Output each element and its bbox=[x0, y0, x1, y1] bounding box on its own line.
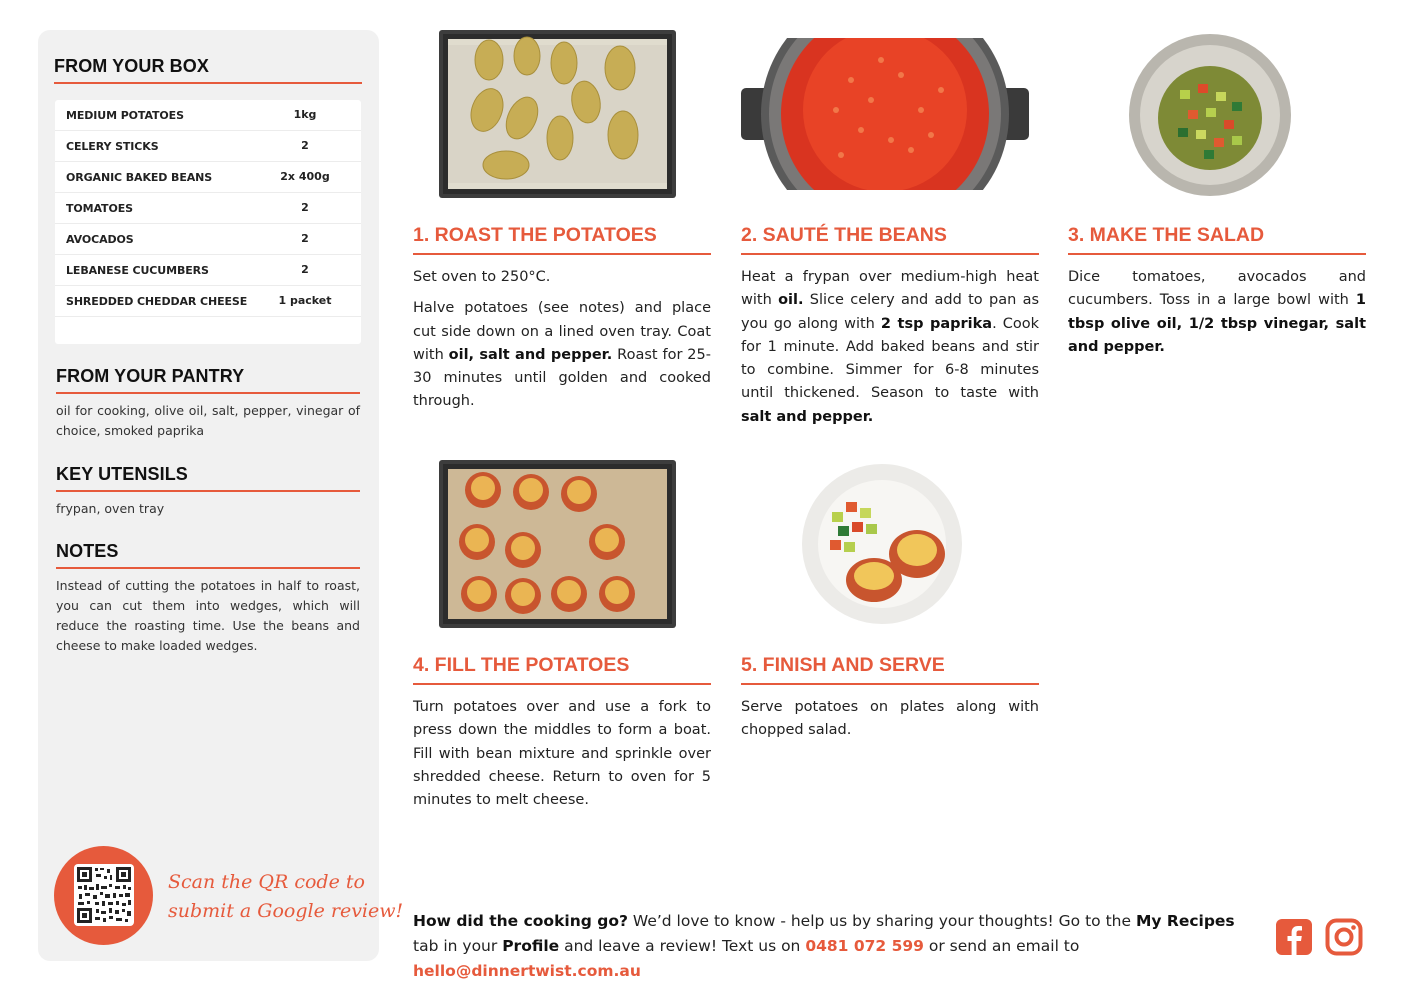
from-your-box-heading: FROM YOUR BOX bbox=[54, 56, 209, 76]
email-link[interactable]: hello@dinnertwist.com.au bbox=[413, 962, 641, 980]
pantry-text: oil for cooking, olive oil, salt, pepper, vinegar of choice, smoked paprika bbox=[56, 403, 360, 438]
phone-link[interactable]: 0481 072 599 bbox=[805, 937, 924, 955]
step-4-title: 4. FILL THE POTATOES bbox=[413, 654, 630, 676]
qr-code-icon[interactable] bbox=[74, 864, 134, 926]
step-paragraph: Set oven to 250°C. bbox=[413, 269, 551, 285]
ingredient-name: SHREDDED CHEDDAR CHEESE bbox=[66, 295, 248, 308]
step-2-body bbox=[741, 266, 1039, 437]
step-5-photo bbox=[800, 462, 964, 626]
qr-badge bbox=[54, 846, 153, 945]
key-utensils-heading: KEY UTENSILS bbox=[56, 464, 188, 484]
table-row bbox=[55, 224, 361, 255]
heading-divider bbox=[56, 567, 360, 569]
ingredient-qty: 2 bbox=[301, 232, 309, 245]
step-5-title: 5. FINISH AND SERVE bbox=[741, 654, 945, 676]
qr-caption-line2: submit a Google review! bbox=[168, 900, 404, 922]
table-row bbox=[55, 193, 361, 224]
ingredient-qty: 1 packet bbox=[278, 294, 332, 307]
step-4-photo bbox=[439, 460, 676, 628]
ingredient-qty: 2 bbox=[301, 263, 309, 276]
instagram-icon[interactable] bbox=[1325, 918, 1363, 956]
step-3-body bbox=[1068, 266, 1366, 367]
ingredient-qty: 2x 400g bbox=[280, 170, 330, 183]
box-ingredients-table bbox=[55, 100, 361, 344]
ingredient-name: CELERY STICKS bbox=[66, 140, 159, 153]
step-2-photo bbox=[741, 30, 1029, 198]
table-row bbox=[55, 286, 361, 317]
step-3-title: 3. MAKE THE SALAD bbox=[1068, 224, 1265, 246]
table-row bbox=[55, 131, 361, 162]
from-your-pantry-heading: FROM YOUR PANTRY bbox=[56, 366, 245, 386]
step-divider bbox=[413, 683, 711, 685]
step-1-title: 1. ROAST THE POTATOES bbox=[413, 224, 657, 246]
table-row bbox=[55, 255, 361, 286]
step-divider bbox=[413, 253, 711, 255]
qr-caption-line1: Scan the QR code to bbox=[168, 871, 365, 893]
step-5-body bbox=[741, 696, 1039, 751]
ingredient-qty: 1kg bbox=[293, 108, 317, 121]
heading-divider bbox=[56, 490, 360, 492]
step-3-photo bbox=[1128, 32, 1292, 198]
notes-text: Instead of cutting the potatoes in half to roast, you can cut them into wedges, which will reduce the roasting time. Use the beans and cheese to make loaded wedges. bbox=[56, 578, 360, 653]
step-1-photo bbox=[439, 30, 676, 198]
step-1-body bbox=[413, 266, 711, 422]
step-paragraph: Serve potatoes on plates along with chopped salad. bbox=[741, 699, 1039, 739]
ingredient-name: TOMATOES bbox=[66, 202, 133, 215]
table-row bbox=[55, 100, 361, 131]
step-paragraph: Heat a frypan over medium-high heat with oil. Slice celery and add to pan as you go along with 2 tsp paprika. Cook for 1 minute. Add baked beans and stir to combine. Simmer for 6-8 minutes until thickened. Season to taste with salt and pepper. bbox=[741, 269, 1040, 425]
ingredient-qty: 2 bbox=[301, 201, 309, 214]
heading-divider bbox=[56, 392, 360, 394]
ingredient-name: ORGANIC BAKED BEANS bbox=[66, 171, 213, 184]
utensils-text: frypan, oven tray bbox=[56, 501, 165, 516]
step-2-title: 2. SAUTÉ THE BEANS bbox=[741, 224, 947, 246]
ingredient-name: AVOCADOS bbox=[66, 233, 134, 246]
ingredient-qty: 2 bbox=[301, 139, 309, 152]
facebook-icon[interactable] bbox=[1275, 918, 1313, 956]
step-divider bbox=[741, 253, 1039, 255]
step-paragraph: Halve potatoes (see notes) and place cut side down on a lined oven tray. Coat with oil, salt and pepper. Roast for 25-30 minutes until golden and cooked through. bbox=[413, 300, 711, 410]
step-paragraph: Dice tomatoes, avocados and cucumbers. Toss in a large bowl with 1 tbsp olive oil, 1/2 tbsp vinegar, salt and pepper. bbox=[1068, 269, 1366, 355]
step-4-body bbox=[413, 696, 711, 820]
ingredient-name: MEDIUM POTATOES bbox=[66, 109, 184, 122]
notes-heading: NOTES bbox=[56, 541, 119, 561]
ingredient-name: LEBANESE CUCUMBERS bbox=[66, 264, 209, 277]
step-divider bbox=[1068, 253, 1366, 255]
ingredients-sidebar bbox=[38, 30, 404, 961]
table-row bbox=[55, 162, 361, 193]
review-footer-text: How did the cooking go? We’d love to know - help us by sharing your thoughts! Go to the My Recipes tab in your Profile and leave a review! Text us on 0481 072 599 or send an email to hello@dinnertwist.com.au bbox=[413, 912, 1235, 980]
step-divider bbox=[741, 683, 1039, 685]
step-paragraph: Turn potatoes over and use a fork to press down the middles to form a boat. Fill with bean mixture and sprinkle over shredded cheese. Return to oven for 5 minutes to melt cheese. bbox=[413, 699, 711, 809]
heading-divider bbox=[54, 82, 362, 84]
